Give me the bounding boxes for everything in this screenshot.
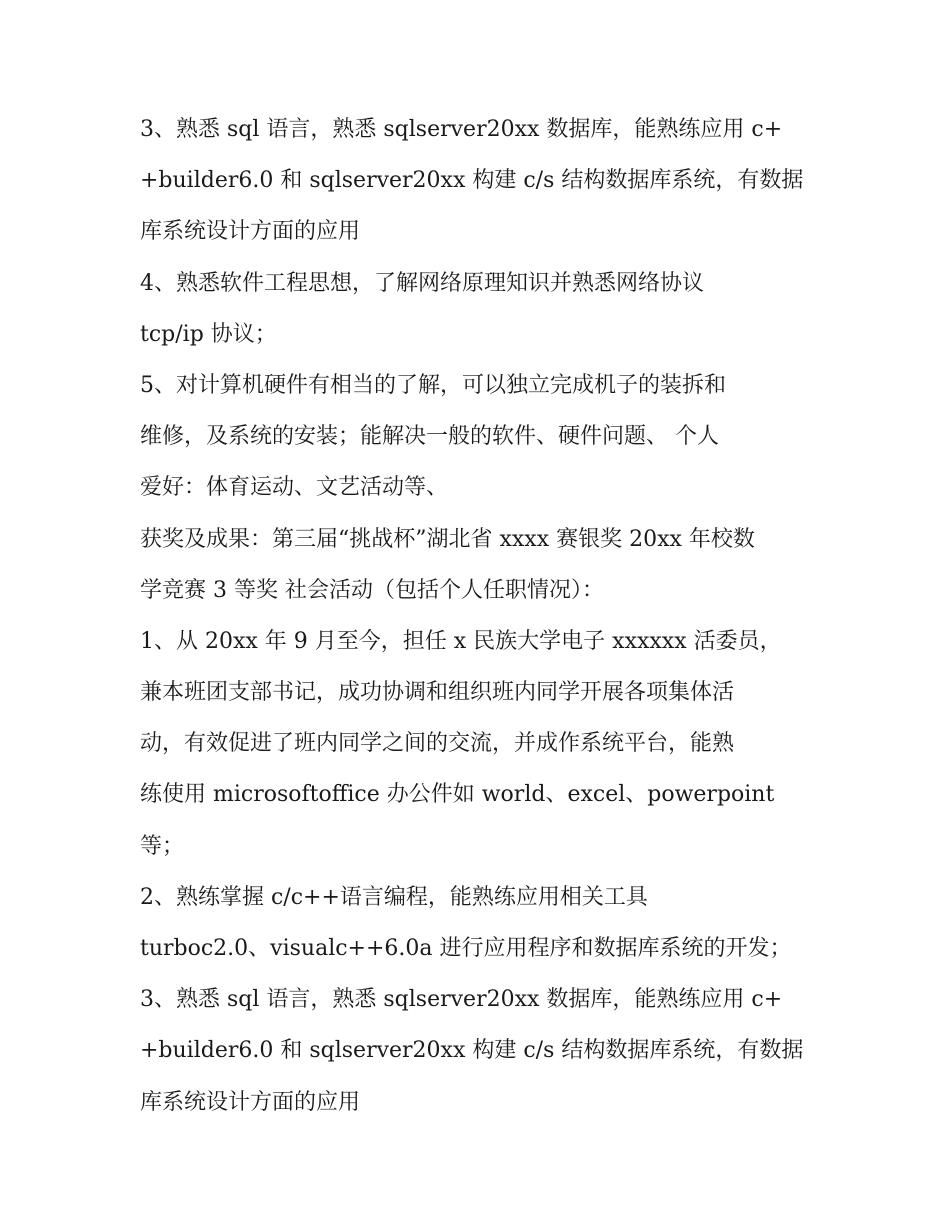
text-line: 爱好：体育运动、文艺活动等、 [140,475,449,501]
text-line: 学竞赛 3 等奖 社会活动（包括个人任职情况）： [140,577,604,603]
text-line: 兼本班团支部书记，成功协调和组织班内同学开展各项集体活 [140,680,735,706]
text-line: 维修，及系统的安装；能解决一般的软件、硬件问题、 个人 [140,424,719,450]
text-line: 练使用 microsoftoffice 办公件如 world、excel、powerpoint [140,782,775,808]
text-line: turboc2.0、visualc++6.0a 进行应用程序和数据库系统的开发； [140,936,792,961]
text-line: tcp/ip 协议； [140,321,277,347]
text-line: 库系统设计方面的应用 [140,1089,361,1115]
text-line: 获奖及成果：第三届“挑战杯”湖北省 xxxx 赛银奖 20xx 年校数 [140,526,755,552]
text-line: +builder6.0 和 sqlserver20xx 构建 c/s 结构数据库系统，有数据 [140,168,804,194]
document-body [140,104,820,1128]
text-line: 4、熟悉软件工程思想，了解网络原理知识并熟悉网络协议 [140,270,704,296]
text-line: 3、熟悉 sql 语言，熟悉 sqlserver20xx 数据库，能熟练应用 c+ [140,117,783,142]
text-line: 2、熟练掌握 c/c++语言编程，能熟练应用相关工具 [140,884,648,910]
text-line: 3、熟悉 sql 语言，熟悉 sqlserver20xx 数据库，能熟练应用 c+ [140,987,783,1013]
text-line: 库系统设计方面的应用 [140,219,361,245]
text-line: 等； [140,833,185,859]
text-line: 1、从 20xx 年 9 月至今，担任 x 民族大学电子 xxxxxx 活委员， [140,628,782,654]
text-line: 5、对计算机硬件有相当的了解，可以独立完成机子的装拆和 [140,372,726,398]
text-line: +builder6.0 和 sqlserver20xx 构建 c/s 结构数据库系统，有数据 [140,1038,804,1064]
text-line: 动，有效促进了班内同学之间的交流，并成作系统平台，能熟 [140,731,735,757]
